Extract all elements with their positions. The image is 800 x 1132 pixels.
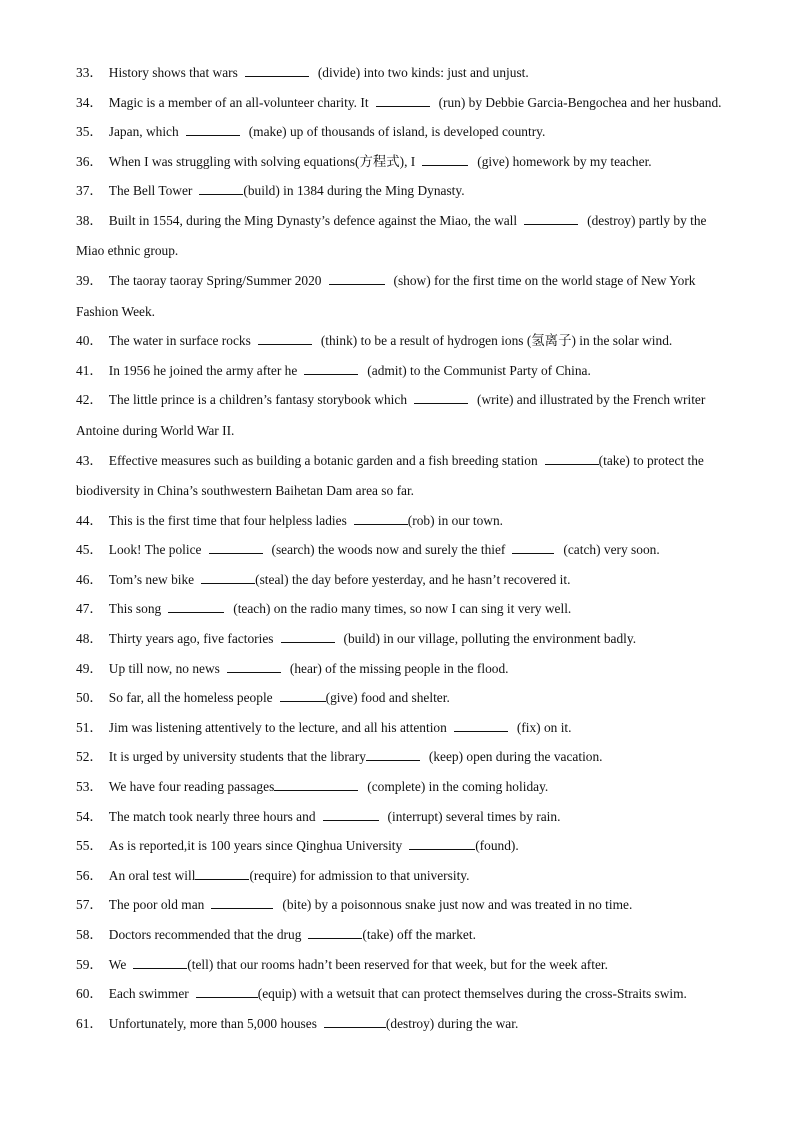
answer-blank[interactable] xyxy=(227,671,281,673)
question-text: (build) in our village, polluting the environment badly. xyxy=(343,630,637,646)
question-text: Tom’s new bike xyxy=(108,571,195,587)
question-text: Magic is a member of an all-volunteer charity. It xyxy=(108,94,369,110)
answer-blank[interactable] xyxy=(512,552,554,554)
question-item xyxy=(76,861,726,891)
question-number: 56． xyxy=(76,867,103,883)
question-number: 42． xyxy=(76,392,103,408)
question-text: An oral test will xyxy=(108,867,196,883)
question-number: 59． xyxy=(76,956,103,972)
question-text: We xyxy=(108,956,127,972)
question-number: 44． xyxy=(76,512,103,528)
question-text: (require) for admission to that university. xyxy=(249,867,470,883)
answer-blank[interactable] xyxy=(324,1026,386,1028)
answer-blank[interactable] xyxy=(258,343,312,345)
question-text: Jim was listening attentively to the lecture, and all his attention xyxy=(108,719,447,735)
question-number: 53． xyxy=(76,778,103,794)
question-text: Look! The police xyxy=(108,542,202,558)
question-number: 48． xyxy=(76,630,103,646)
question-number: 38． xyxy=(76,212,103,228)
answer-blank[interactable] xyxy=(422,164,468,166)
answer-blank[interactable] xyxy=(274,789,358,791)
question-text: It is urged by university students that the library xyxy=(108,749,366,765)
question-text: (admit) to the Communist Party of China. xyxy=(367,362,591,378)
question-text: Built in 1554, during the Ming Dynasty’s defence against the Miao, the wall xyxy=(108,212,518,228)
question-text: (bite) by a poisonnous snake just now and was treated in no time. xyxy=(282,897,633,913)
question-text: The water in surface rocks xyxy=(108,333,251,349)
answer-blank[interactable] xyxy=(308,937,362,939)
answer-blank[interactable] xyxy=(196,996,258,998)
question-number: 35． xyxy=(76,124,103,140)
question-text: We have four reading passages xyxy=(108,778,275,794)
question-text: Each swimmer xyxy=(108,986,189,1002)
question-item xyxy=(76,594,726,624)
question-text: The taoray taoray Spring/Summer 2020 xyxy=(108,273,322,289)
question-number: 34． xyxy=(76,94,103,110)
answer-blank[interactable] xyxy=(354,523,408,525)
question-text: (show) for the first time on the world stage of New York Fashion Week. xyxy=(76,273,696,319)
question-number: 52． xyxy=(76,749,103,765)
question-text: (search) the woods now and surely the thief xyxy=(271,542,506,558)
answer-blank[interactable] xyxy=(201,582,255,584)
question-text: (think) to be a result of hydrogen ions (氢离子) in the solar wind. xyxy=(320,333,673,349)
answer-blank[interactable] xyxy=(168,611,224,613)
answer-blank[interactable] xyxy=(186,134,240,136)
question-text: (take) off the market. xyxy=(362,926,476,942)
question-item xyxy=(76,979,726,1009)
answer-blank[interactable] xyxy=(366,759,420,761)
question-number: 49． xyxy=(76,660,103,676)
answer-blank[interactable] xyxy=(323,819,379,821)
question-text: As is reported,it is 100 years since Qinghua University xyxy=(108,838,403,854)
question-text: Effective measures such as building a botanic garden and a fish breeding station xyxy=(108,452,538,468)
question-text: This is the first time that four helpless ladies xyxy=(108,512,347,528)
question-number: 39． xyxy=(76,273,103,289)
answer-blank[interactable] xyxy=(195,878,249,880)
question-item xyxy=(76,58,726,88)
question-item xyxy=(76,88,726,119)
answer-blank[interactable] xyxy=(209,552,263,554)
question-item xyxy=(76,683,726,713)
question-text: History shows that wars xyxy=(108,65,238,80)
question-item xyxy=(76,326,726,356)
question-text: (give) food and shelter. xyxy=(325,690,450,706)
question-item xyxy=(76,266,726,327)
question-number: 51． xyxy=(76,719,103,735)
question-number: 33． xyxy=(76,65,103,80)
question-number: 45． xyxy=(76,542,103,558)
answer-blank[interactable] xyxy=(199,193,243,195)
question-item xyxy=(76,1009,726,1039)
question-text: Japan, which xyxy=(108,124,179,140)
question-text: So far, all the homeless people xyxy=(108,690,273,706)
question-text: (hear) of the missing people in the flood. xyxy=(289,660,509,676)
answer-blank[interactable] xyxy=(211,907,273,909)
question-item xyxy=(76,624,726,654)
question-number: 41． xyxy=(76,362,103,378)
question-text: (take) to protect the biodiversity in China’s southwestern Baihetan Dam area so far. xyxy=(76,452,704,498)
question-item xyxy=(76,950,726,980)
question-number: 55． xyxy=(76,838,103,854)
question-text: When I was struggling with solving equations(方程式), I xyxy=(108,153,416,169)
question-item xyxy=(76,654,726,684)
question-item xyxy=(76,742,726,772)
answer-blank[interactable] xyxy=(545,463,599,465)
question-number: 58． xyxy=(76,926,103,942)
question-item xyxy=(76,890,726,920)
question-text: (found). xyxy=(475,838,519,854)
question-text: The Bell Tower xyxy=(108,183,193,199)
question-text: (divide) into two kinds: just and unjust. xyxy=(317,65,529,80)
answer-blank[interactable] xyxy=(133,967,187,969)
question-text: The poor old man xyxy=(108,897,205,913)
question-item xyxy=(76,713,726,743)
question-text: (tell) that our rooms hadn’t been reserved for that week, but for the week after. xyxy=(187,956,608,972)
question-text: (interrupt) several times by rain. xyxy=(387,808,561,824)
question-item xyxy=(76,176,726,206)
question-number: 60． xyxy=(76,986,103,1002)
question-text: Unfortunately, more than 5,000 houses xyxy=(108,1015,317,1031)
question-item xyxy=(76,565,726,595)
question-item xyxy=(76,356,726,386)
answer-blank[interactable] xyxy=(245,75,309,77)
question-item xyxy=(76,920,726,950)
question-number: 36． xyxy=(76,153,103,169)
answer-blank[interactable] xyxy=(524,223,578,225)
question-number: 40． xyxy=(76,333,103,349)
question-text: (make) up of thousands of island, is developed country. xyxy=(248,124,546,140)
question-item xyxy=(76,117,726,147)
exercise-document xyxy=(76,58,726,1038)
question-text: In 1956 he joined the army after he xyxy=(108,362,298,378)
question-text: (destroy) during the war. xyxy=(385,1015,519,1031)
question-number: 43． xyxy=(76,452,103,468)
question-text: (fix) on it. xyxy=(516,719,572,735)
question-text: (write) and illustrated by the French writer Antoine during World War II. xyxy=(76,392,706,438)
question-number: 46． xyxy=(76,571,103,587)
question-item xyxy=(76,385,726,446)
question-text: (teach) on the radio many times, so now I can sing it very well. xyxy=(233,601,572,617)
answer-blank[interactable] xyxy=(304,373,358,375)
question-text: (keep) open during the vacation. xyxy=(428,749,603,765)
question-number: 57． xyxy=(76,897,103,913)
question-text: (complete) in the coming holiday. xyxy=(367,778,549,794)
question-text: This song xyxy=(108,601,162,617)
answer-blank[interactable] xyxy=(414,402,468,404)
answer-blank[interactable] xyxy=(329,283,385,285)
question-text: Thirty years ago, five factories xyxy=(108,630,274,646)
question-item xyxy=(76,802,726,832)
question-text: (run) by Debbie Garcia-Bengochea and her husband. xyxy=(438,94,722,110)
question-text: Doctors recommended that the drug xyxy=(108,926,302,942)
question-item xyxy=(76,506,726,536)
question-text: (steal) the day before yesterday, and he hasn’t recovered it. xyxy=(255,571,571,587)
answer-blank[interactable] xyxy=(280,700,326,702)
question-text: (build) in 1384 during the Ming Dynasty. xyxy=(243,183,465,199)
question-item xyxy=(76,831,726,861)
question-text: The little prince is a children’s fantasy storybook which xyxy=(108,392,408,408)
answer-blank[interactable] xyxy=(409,848,475,850)
answer-blank[interactable] xyxy=(454,730,508,732)
question-item xyxy=(76,535,726,565)
question-text: (destroy) partly by the Miao ethnic group. xyxy=(76,212,707,259)
question-item xyxy=(76,206,726,267)
question-number: 54． xyxy=(76,808,103,824)
question-item xyxy=(76,772,726,802)
question-number: 47． xyxy=(76,601,103,617)
question-number: 37． xyxy=(76,183,103,199)
question-text: (give) homework by my teacher. xyxy=(477,153,652,169)
question-item xyxy=(76,446,726,507)
question-number: 50． xyxy=(76,690,103,706)
question-text: Up till now, no news xyxy=(108,660,220,676)
answer-blank[interactable] xyxy=(376,105,430,107)
answer-blank[interactable] xyxy=(281,641,335,643)
question-text: The match took nearly three hours and xyxy=(108,808,316,824)
question-number: 61． xyxy=(76,1015,103,1031)
question-text: (equip) with a wetsuit that can protect themselves during the cross-Straits swim. xyxy=(257,986,687,1002)
question-text: (catch) very soon. xyxy=(563,542,660,558)
question-text: (rob) in our town. xyxy=(407,512,504,528)
question-item xyxy=(76,147,726,177)
